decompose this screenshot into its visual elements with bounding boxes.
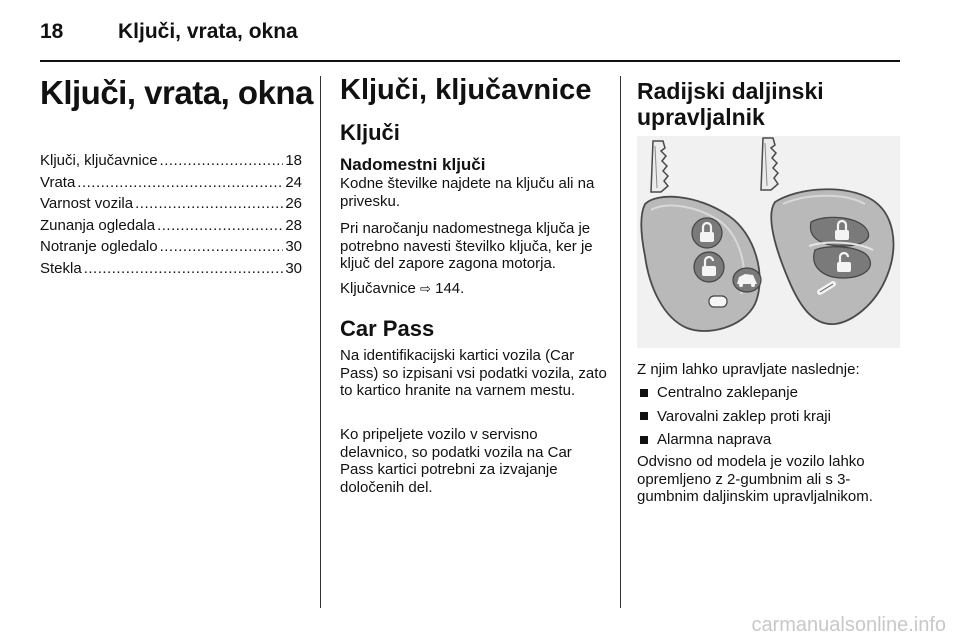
- list-item-text: Alarmna naprava: [657, 431, 772, 448]
- list-item: [637, 405, 899, 429]
- toc-label: Varnost vozila: [40, 195, 134, 212]
- paragraph-ordering: Pri naročanju nadomestnega ključa je potrebno navesti številko ključa, ker je ključ del zapore zagona motorja.: [340, 220, 593, 272]
- toc-entry[interactable]: [40, 150, 302, 172]
- toc-leader: [135, 193, 283, 215]
- list-item: [637, 381, 899, 405]
- chapter-title: Ključi, vrata, okna: [40, 74, 313, 111]
- paragraph-car-pass: Na identifikacijski kartici vozila (Car Pass) so izpisani vsi podatki vozila, zato to kartico hranite na varnem mestu.: [340, 347, 607, 399]
- toc-entry[interactable]: [40, 258, 302, 280]
- list-item-text: Centralno zaklepanje: [657, 384, 798, 401]
- column-divider-2: [620, 76, 621, 608]
- heading-replacement-keys: Nadomestni ključi: [340, 155, 486, 174]
- running-title: Ključi, vrata, okna: [118, 20, 298, 43]
- table-of-contents: [40, 150, 302, 279]
- list-item-text: Varovalni zaklep proti kraji: [657, 407, 831, 425]
- cross-reference-label: Ključavnice: [340, 280, 416, 297]
- three-button-key-fob: [641, 141, 761, 331]
- toc-leader: [160, 150, 284, 172]
- bullet-square-icon: [640, 389, 648, 397]
- heading-car-pass: Car Pass: [340, 316, 435, 341]
- cross-reference-page: 144.: [435, 280, 465, 297]
- watermark: carmanualsonline.info: [751, 614, 946, 636]
- subsection-title: Ključi: [340, 120, 400, 145]
- section-title: Ključi, ključavnice: [340, 74, 592, 106]
- toc-entry[interactable]: [40, 236, 302, 258]
- page-number: 18: [40, 20, 64, 43]
- header-divider: [40, 60, 900, 62]
- feature-list: [637, 381, 899, 452]
- toc-page: 18: [285, 152, 302, 169]
- column-divider-1: [320, 76, 321, 608]
- toc-leader: [157, 215, 283, 237]
- toc-entry[interactable]: [40, 215, 302, 237]
- toc-page: 30: [285, 259, 302, 277]
- key-fob-figure: [637, 136, 900, 348]
- bullet-square-icon: [640, 412, 648, 420]
- paragraph-service: Ko pripeljete vozilo v servisno delavnico, so podatki vozila na Car Pass kartici potrebni za izvajanje določenih del.: [340, 426, 572, 496]
- bullet-square-icon: [640, 436, 648, 444]
- paragraph-key-code: Kodne številke najdete na ključu ali na privesku.: [340, 175, 595, 210]
- toc-entry[interactable]: [40, 193, 302, 215]
- two-button-key-fob: [761, 138, 893, 324]
- toc-entry[interactable]: [40, 172, 302, 194]
- toc-page: 26: [285, 195, 302, 212]
- toc-leader: [77, 172, 283, 194]
- arrow-right-icon: ⇨: [420, 281, 431, 296]
- toc-leader: [160, 236, 284, 258]
- toc-page: 28: [285, 216, 302, 234]
- toc-page: 24: [285, 173, 302, 191]
- toc-leader: [84, 258, 284, 280]
- toc-label: Ključi, ključavnice: [40, 152, 158, 169]
- toc-label: Vrata: [40, 173, 76, 191]
- key-fob-illustration: [637, 136, 900, 348]
- paragraph-variant: Odvisno od modela je vozilo lahko opremljeno z 2-gumbnim ali s 3-gumbnim daljinskim upravljalnikom.: [637, 453, 873, 505]
- paragraph-intro: Z njim lahko upravljate naslednje:: [637, 361, 860, 378]
- toc-label: Stekla: [40, 259, 82, 277]
- toc-label: Notranje ogledalo: [40, 238, 158, 255]
- list-item: [637, 428, 899, 452]
- toc-label: Zunanja ogledala: [40, 216, 156, 234]
- section-title-remote: Radijski daljinski upravljalnik: [637, 78, 824, 130]
- cross-reference[interactable]: [340, 280, 608, 298]
- toc-page: 30: [285, 238, 302, 255]
